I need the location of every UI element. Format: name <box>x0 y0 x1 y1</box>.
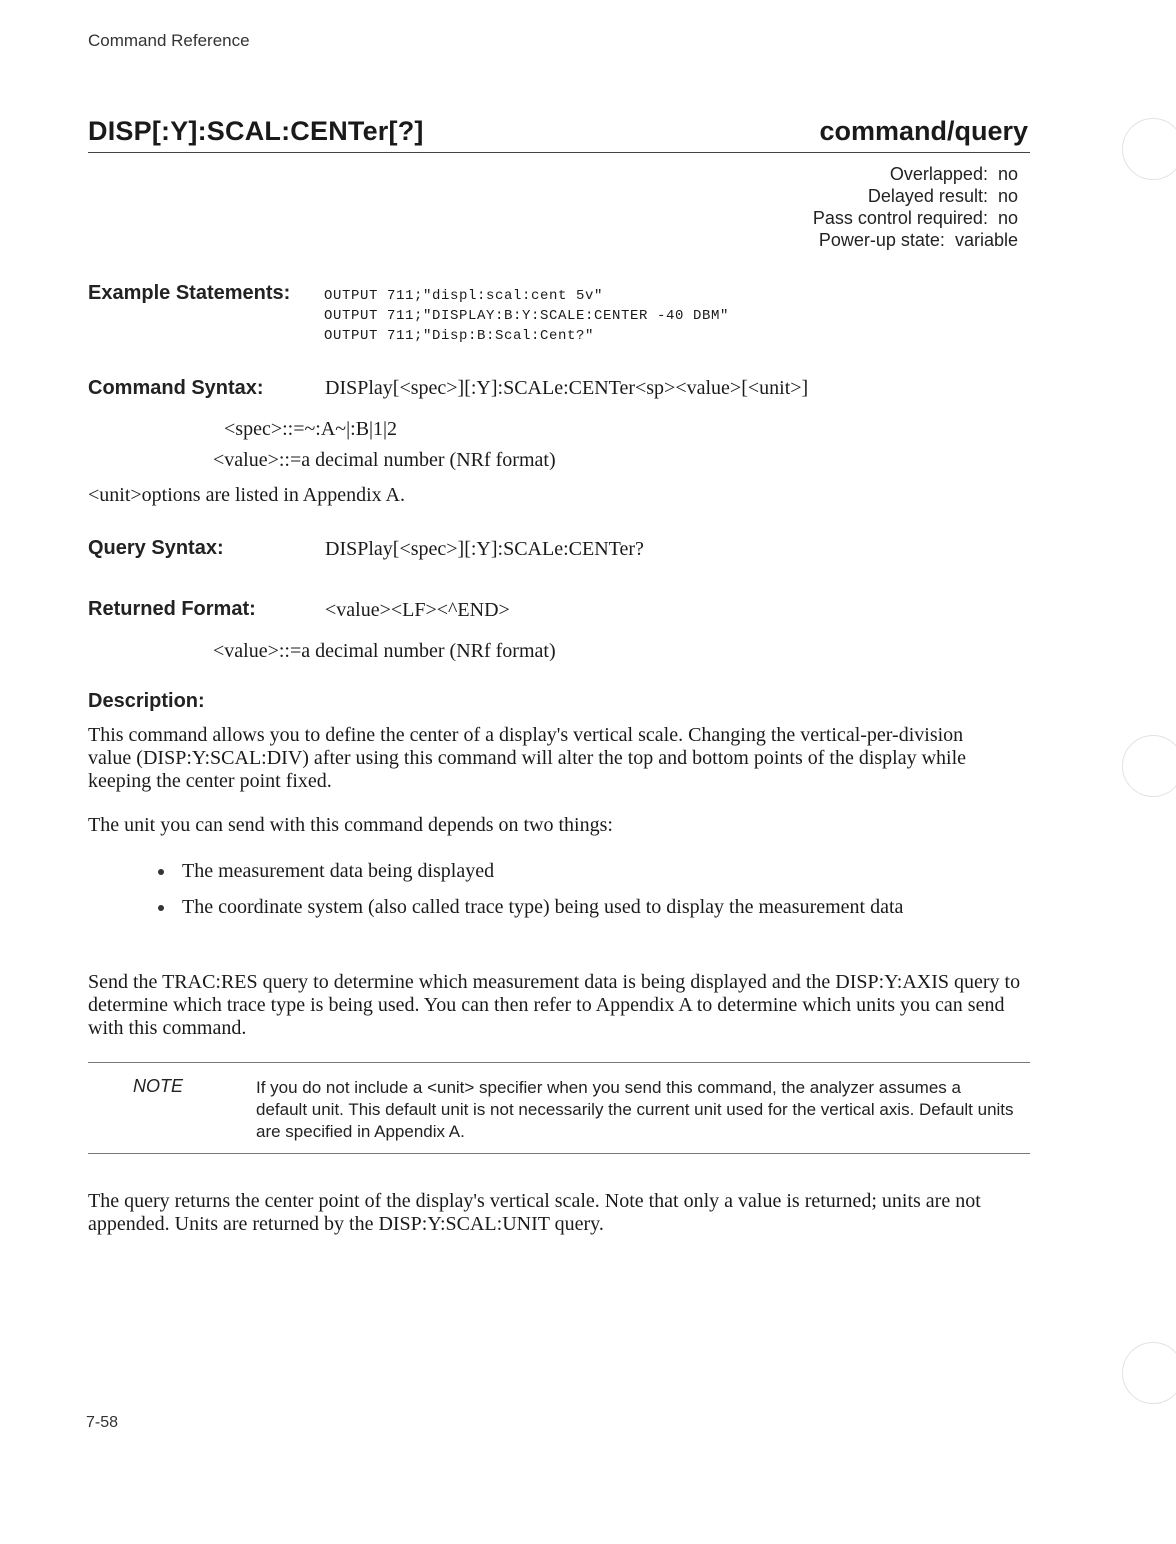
example-line: OUTPUT 711;"displ:scal:cent 5v" <box>324 288 604 304</box>
command-title: DISP[:Y]:SCAL:CENTer[?] <box>88 116 424 146</box>
running-header: Command Reference <box>88 31 250 50</box>
example-statements-label: Example Statements: <box>88 282 291 304</box>
property-overlapped: Overlapped: no <box>889 164 1018 184</box>
property-power-up-state: Power-up state: variable <box>818 230 1018 250</box>
list-item: The measurement data being displayed <box>158 860 978 883</box>
property-pass-control: Pass control required: no <box>812 208 1018 228</box>
command-properties <box>813 163 1018 251</box>
description-label: Description: <box>88 690 205 712</box>
bullet-list <box>158 860 978 932</box>
note-rule-bottom <box>88 1153 1030 1154</box>
example-line: OUTPUT 711;"Disp:B:Scal:Cent?" <box>324 328 595 344</box>
note-rule-top <box>88 1062 1030 1063</box>
description-paragraph: The unit you can send with this command depends on two things: <box>88 814 613 836</box>
property-delayed-result: Delayed result: no <box>867 186 1018 206</box>
bullet-icon <box>158 869 164 875</box>
command-type: command/query <box>819 116 1028 146</box>
note-label: NOTE <box>133 1076 184 1096</box>
description-paragraph: Send the TRAC:RES query to determine which measurement data is being displayed and the DISP:Y:AXIS query to determine which trace type is being used. You can then refer to Appendix A to determine which units you can send with this command. <box>88 971 1021 1039</box>
unit-definition: <unit>options are listed in Appendix A. <box>88 484 405 506</box>
binder-hole-top <box>1122 118 1176 180</box>
spec-definition: <spec>::=~:A~|:B|1|2 <box>224 418 398 440</box>
note-text: If you do not include a <unit> specifier when you send this command, the analyzer assumes a default unit. This default unit is not necessarily the current unit used for the vertical axis. Default units are specified in Appendix A. <box>256 1078 1014 1141</box>
query-syntax-label: Query Syntax: <box>88 537 224 559</box>
bullet-icon <box>158 905 164 911</box>
example-line: OUTPUT 711;"DISPLAY:B:Y:SCALE:CENTER -40 DBM" <box>324 308 730 324</box>
example-statements <box>324 286 729 346</box>
page-number: 7-58 <box>86 1414 119 1431</box>
binder-hole-middle <box>1122 735 1176 797</box>
query-return-paragraph: The query returns the center point of the display's vertical scale. Note that only a value is returned; units are not appended. Units are returned by the DISP:Y:SCAL:UNIT query. <box>88 1190 981 1235</box>
command-syntax-label: Command Syntax: <box>88 377 264 399</box>
list-item: The coordinate system (also called trace type) being used to display the measurement data <box>158 896 978 919</box>
returned-format-label: Returned Format: <box>88 598 256 620</box>
binder-hole-bottom <box>1122 1342 1176 1404</box>
description-paragraph: This command allows you to define the center of a display's vertical scale. Changing the vertical-per-division value (DISP:Y:SCAL:DIV) after using this command will alter the top and bottom points of the display while keeping the center point fixed. <box>88 724 967 792</box>
command-syntax: DISPlay[<spec>][:Y]:SCALe:CENTer<sp><value>[<unit>] <box>325 377 809 399</box>
query-syntax: DISPlay[<spec>][:Y]:SCALe:CENTer? <box>325 538 644 560</box>
value-definition: <value>::=a decimal number (NRf format) <box>213 449 556 471</box>
returned-format: <value><LF><^END> <box>325 599 510 621</box>
returned-value-definition: <value>::=a decimal number (NRf format) <box>213 640 556 662</box>
title-rule <box>88 152 1030 153</box>
